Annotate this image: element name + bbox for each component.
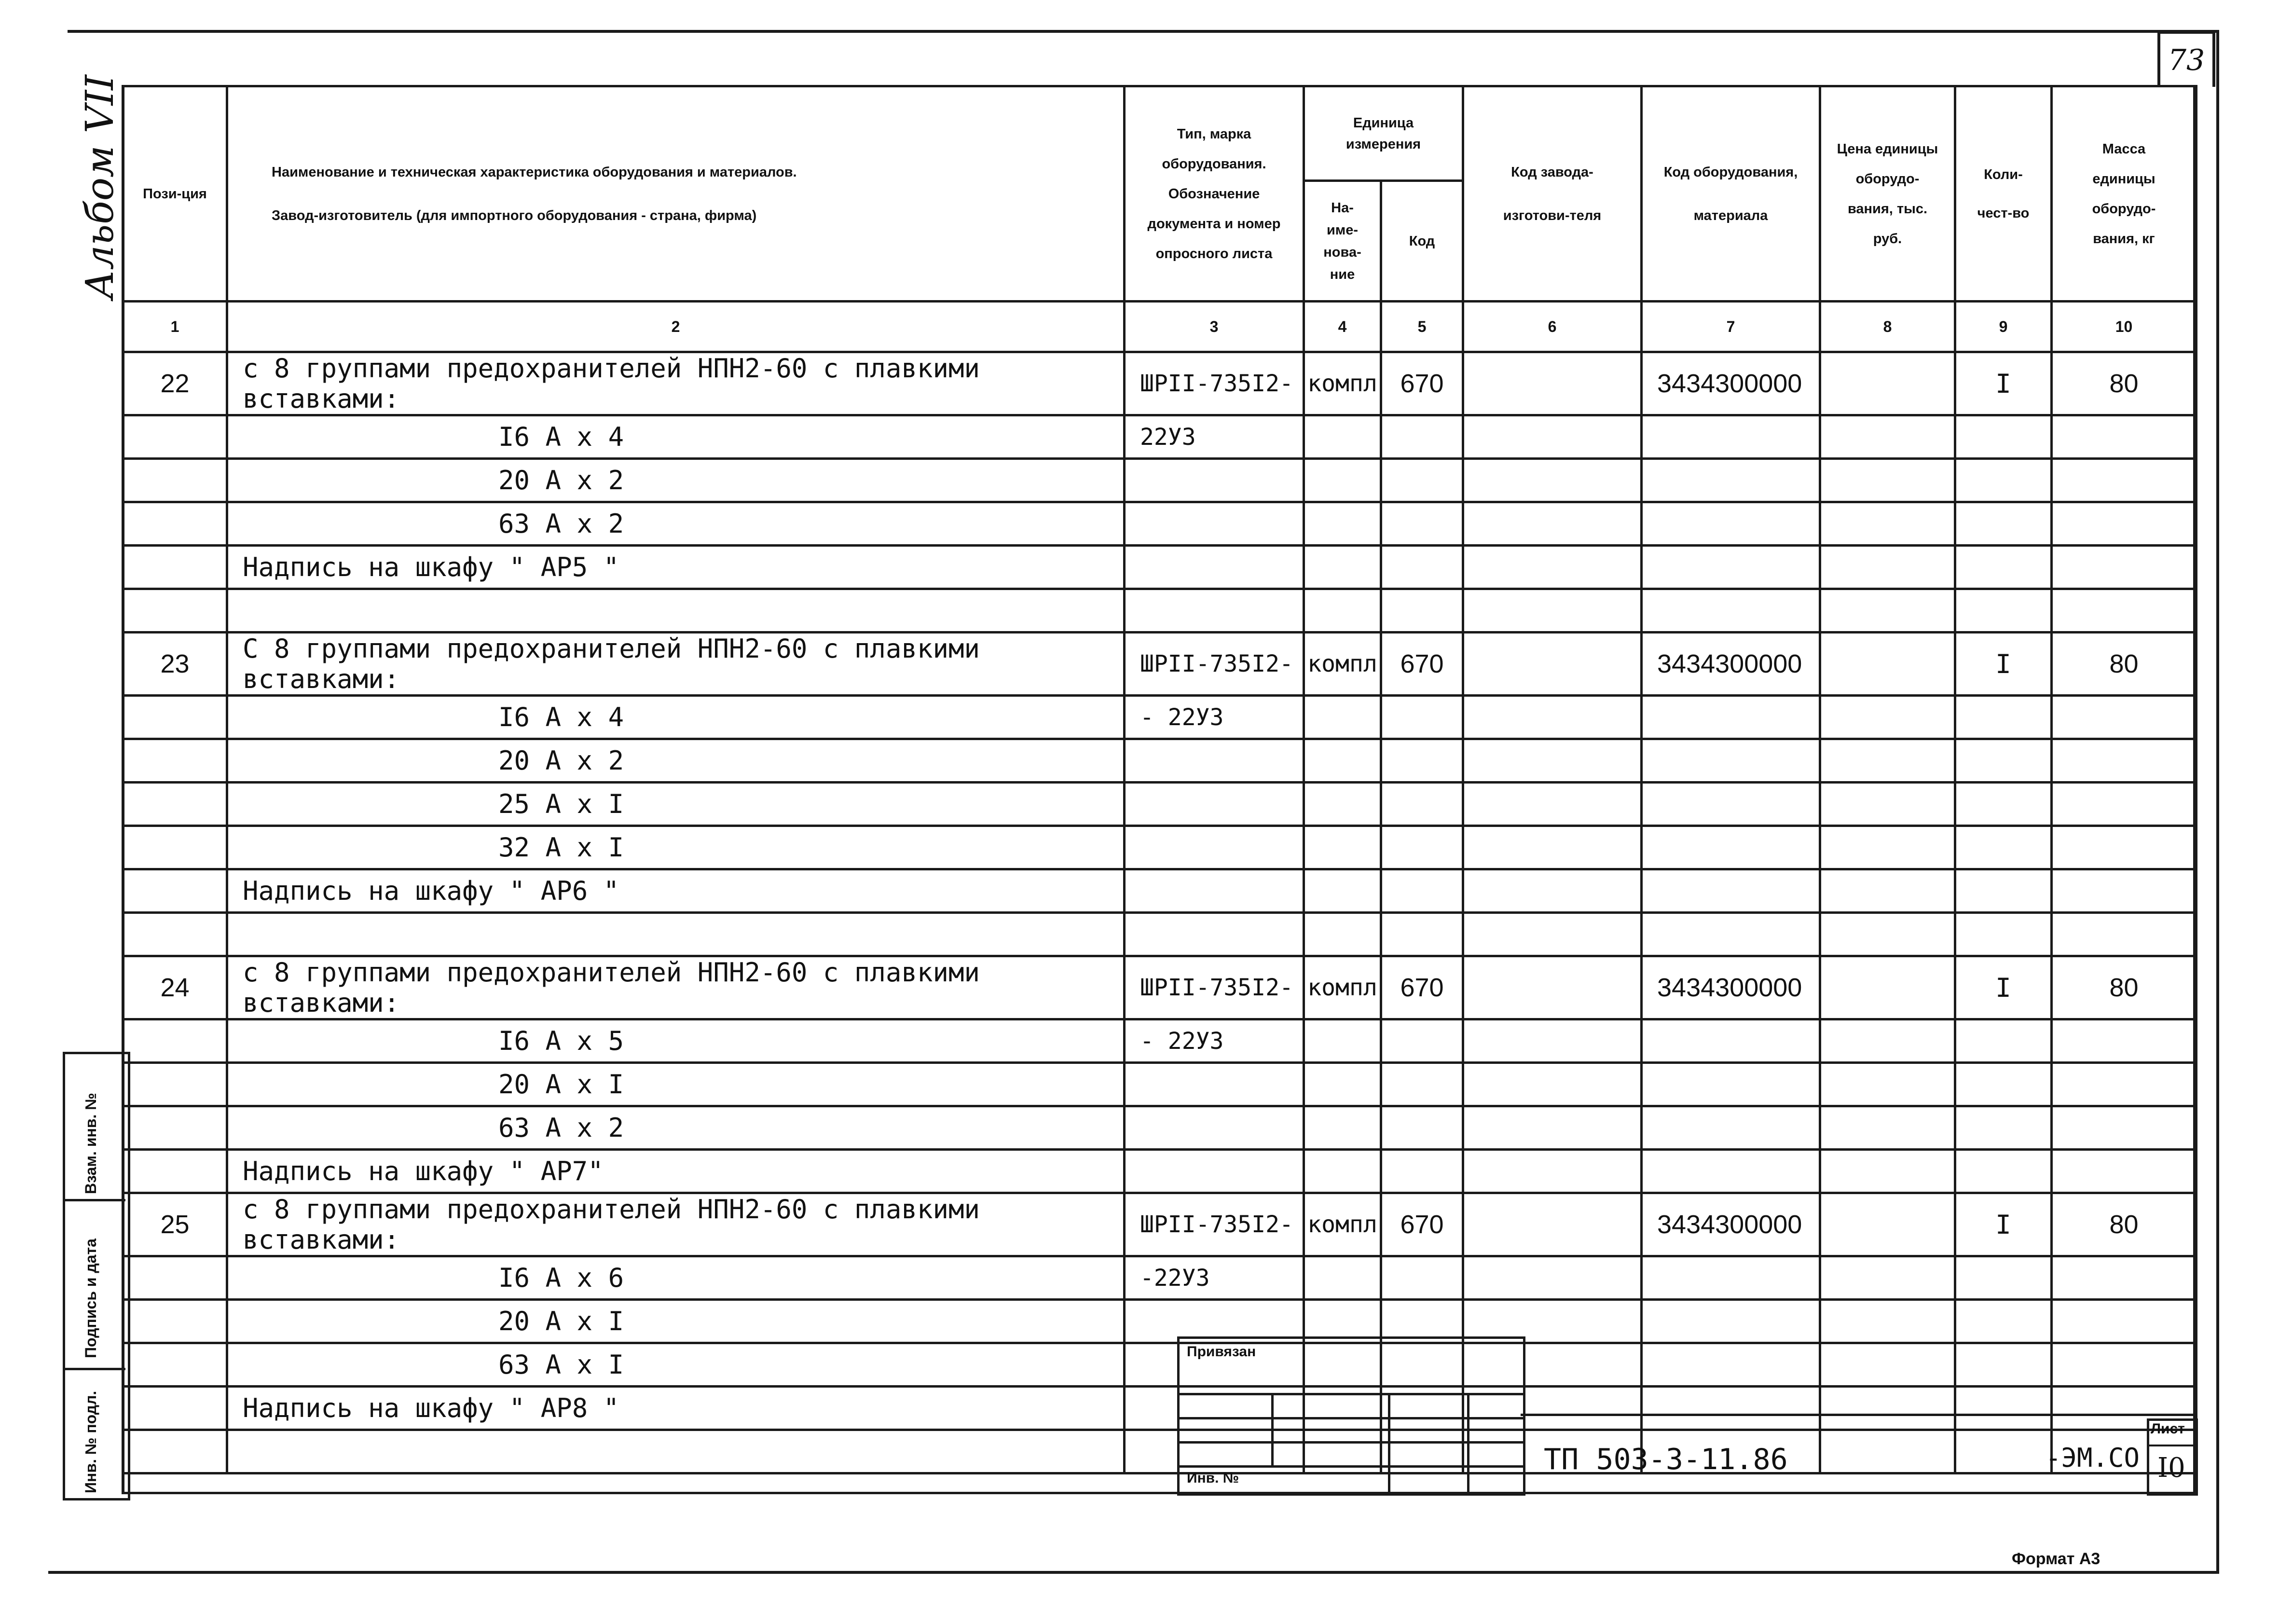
cell-unit-name: [1304, 1019, 1381, 1063]
cell-manufacturer-code: [1463, 696, 1642, 739]
colnum-4: 4: [1304, 302, 1381, 352]
cell-manufacturer-code: [1463, 869, 1642, 913]
cell-unit-code: [1381, 783, 1463, 826]
cell-manufacturer-code: [1463, 1150, 1642, 1193]
table-row: [123, 1387, 2197, 1430]
stamp-privyazan: Привязан: [1187, 1344, 1256, 1360]
cell-position: [123, 546, 227, 589]
cell-unit-code: [1381, 1256, 1463, 1300]
cell-unit-name: [1304, 1063, 1381, 1106]
header-manufacturer-code: Код завода-изготови-теля: [1463, 86, 1642, 302]
cell-quantity: [1955, 696, 2052, 739]
cell-unit-name: компл: [1304, 1193, 1381, 1256]
cell-unit-name: [1304, 869, 1381, 913]
cell-unit-name: [1304, 1106, 1381, 1150]
cell-unit-price: [1820, 1256, 1955, 1300]
colnum-5: 5: [1381, 302, 1463, 352]
format-label: Формат А3: [2012, 1550, 2101, 1568]
cell-description: 63 A x I: [227, 1343, 1125, 1387]
header-quantity: Коли-чест-во: [1955, 86, 2052, 302]
cell-unit-price: [1820, 415, 1955, 459]
table-row: [123, 1019, 2197, 1063]
cell-type: ШРII-735I2-: [1125, 352, 1304, 415]
cell-equipment-code: [1642, 783, 1820, 826]
cell-quantity: [1955, 459, 2052, 502]
cell-position: [123, 502, 227, 546]
header-unit-name: На-име-нова-ние: [1304, 181, 1381, 302]
cell-description: Надпись на шкафу " АР8 ": [227, 1387, 1125, 1430]
cell-mass: [2052, 589, 2197, 633]
cell-position: [123, 1063, 227, 1106]
cell-quantity: [1955, 739, 2052, 783]
cell-unit-code: [1381, 589, 1463, 633]
column-numbers-row: [123, 302, 2197, 352]
cell-manufacturer-code: [1463, 415, 1642, 459]
sheet-label: Лист: [2151, 1421, 2185, 1437]
cell-position: [123, 869, 227, 913]
colnum-8: 8: [1820, 302, 1955, 352]
cell-manufacturer-code: [1463, 1193, 1642, 1256]
cell-equipment-code: [1642, 1150, 1820, 1193]
cell-type: [1125, 1150, 1304, 1193]
cell-manufacturer-code: [1463, 546, 1642, 589]
cell-type: [1125, 1063, 1304, 1106]
cell-equipment-code: [1642, 589, 1820, 633]
sheet-box-divider: [2147, 1445, 2195, 1446]
cell-equipment-code: [1642, 739, 1820, 783]
cell-quantity: [1955, 783, 2052, 826]
cell-unit-price: [1820, 1150, 1955, 1193]
cell-mass: [2052, 1343, 2197, 1387]
table-row: [123, 826, 2197, 869]
cell-type: [1125, 913, 1304, 956]
cell-position: [123, 1106, 227, 1150]
cell-mass: 80: [2052, 352, 2197, 415]
cell-quantity: [1955, 546, 2052, 589]
cell-equipment-code: [1642, 913, 1820, 956]
cell-unit-code: [1381, 1106, 1463, 1150]
cell-unit-code: [1381, 502, 1463, 546]
cell-type: ШРII-735I2-: [1125, 1193, 1304, 1256]
cell-position: 24: [123, 956, 227, 1019]
cell-type: [1125, 1106, 1304, 1150]
cell-type: [1125, 826, 1304, 869]
cell-unit-code: [1381, 1150, 1463, 1193]
table-row: [123, 956, 2197, 1019]
cell-unit-name: [1304, 783, 1381, 826]
table-row: [123, 1300, 2197, 1343]
colnum-1: 1: [123, 302, 227, 352]
cell-unit-price: [1820, 1106, 1955, 1150]
cell-unit-code: 670: [1381, 956, 1463, 1019]
cell-manufacturer-code: [1463, 589, 1642, 633]
cell-mass: [2052, 1019, 2197, 1063]
cell-equipment-code: 3434300000: [1642, 352, 1820, 415]
cell-unit-price: [1820, 589, 1955, 633]
header-unit-price: Цена единицы оборудо-вания, тыс. руб.: [1820, 86, 1955, 302]
cell-quantity: [1955, 589, 2052, 633]
cell-manufacturer-code: [1463, 956, 1642, 1019]
cell-unit-code: 670: [1381, 633, 1463, 696]
cell-quantity: I: [1955, 1193, 2052, 1256]
table-row: [123, 696, 2197, 739]
cell-quantity: [1955, 1343, 2052, 1387]
cell-position: [123, 1019, 227, 1063]
cell-manufacturer-code: [1463, 783, 1642, 826]
cell-mass: 80: [2052, 956, 2197, 1019]
cell-description: I6 A x 5: [227, 1019, 1125, 1063]
cell-mass: [2052, 459, 2197, 502]
cell-type: [1125, 546, 1304, 589]
header-mass: Масса единицы оборудо-вания, кг: [2052, 86, 2197, 302]
cell-type: [1125, 783, 1304, 826]
cell-manufacturer-code: [1463, 352, 1642, 415]
colnum-10: 10: [2052, 302, 2197, 352]
cell-equipment-code: [1642, 826, 1820, 869]
cell-equipment-code: 3434300000: [1642, 633, 1820, 696]
cell-equipment-code: 3434300000: [1642, 1193, 1820, 1256]
cell-unit-price: [1820, 1343, 1955, 1387]
album-label: Альбом VII: [77, 75, 122, 299]
cell-unit-code: [1381, 459, 1463, 502]
table-row: [123, 459, 2197, 502]
cell-mass: [2052, 1063, 2197, 1106]
cell-unit-name: [1304, 696, 1381, 739]
cell-equipment-code: [1642, 502, 1820, 546]
table-row: [123, 1256, 2197, 1300]
cell-manufacturer-code: [1463, 502, 1642, 546]
cell-quantity: [1955, 913, 2052, 956]
table-row: [123, 1430, 2197, 1473]
table-row: [123, 1106, 2197, 1150]
cell-mass: [2052, 1150, 2197, 1193]
cell-quantity: [1955, 502, 2052, 546]
cell-mass: [2052, 546, 2197, 589]
cell-unit-code: 670: [1381, 352, 1463, 415]
table-row: [123, 502, 2197, 546]
cell-type: - 22У3: [1125, 1019, 1304, 1063]
cell-type: 22У3: [1125, 415, 1304, 459]
cell-equipment-code: [1642, 1019, 1820, 1063]
cell-manufacturer-code: [1463, 1106, 1642, 1150]
cell-position: [123, 826, 227, 869]
cell-equipment-code: [1642, 415, 1820, 459]
cell-position: [123, 739, 227, 783]
cell-quantity: [1955, 1430, 2052, 1473]
cell-description: I6 A x 4: [227, 415, 1125, 459]
cell-type: - 22У3: [1125, 696, 1304, 739]
cell-unit-code: [1381, 696, 1463, 739]
title-block-top: [1521, 1414, 2196, 1416]
cell-quantity: I: [1955, 956, 2052, 1019]
cell-equipment-code: [1642, 1300, 1820, 1343]
specification-table: [122, 85, 2197, 1474]
cell-mass: [2052, 1300, 2197, 1343]
cell-quantity: [1955, 1106, 2052, 1150]
cell-unit-code: [1381, 415, 1463, 459]
cell-quantity: I: [1955, 352, 2052, 415]
cell-mass: [2052, 502, 2197, 546]
cell-description: 20 A x 2: [227, 459, 1125, 502]
cell-description: 63 A x 2: [227, 1106, 1125, 1150]
left-side-strip: [63, 1052, 130, 1500]
cell-unit-price: [1820, 826, 1955, 869]
cell-type: [1125, 739, 1304, 783]
cell-description: I6 A x 6: [227, 1256, 1125, 1300]
cell-description: [227, 913, 1125, 956]
cell-description: 63 A x 2: [227, 502, 1125, 546]
colnum-7: 7: [1642, 302, 1820, 352]
cell-quantity: [1955, 1300, 2052, 1343]
cell-equipment-code: [1642, 1063, 1820, 1106]
cell-position: [123, 1343, 227, 1387]
cell-unit-name: компл: [1304, 956, 1381, 1019]
cell-unit-price: [1820, 1430, 1955, 1473]
header-description-line2: Завод-изготовитель (для импортного оборудования - страна, фирма): [272, 207, 757, 223]
cell-type: [1125, 869, 1304, 913]
cell-mass: [2052, 739, 2197, 783]
document-code: ТП 503-3-11.86: [1544, 1443, 1788, 1476]
page-number: 73: [2157, 31, 2215, 87]
table-row: [123, 739, 2197, 783]
cell-mass: [2052, 913, 2197, 956]
cell-equipment-code: [1642, 869, 1820, 913]
cell-unit-name: [1304, 415, 1381, 459]
table-row: [123, 1343, 2197, 1387]
header-unit-code: Код: [1381, 181, 1463, 302]
cell-type: -22У3: [1125, 1256, 1304, 1300]
cell-unit-code: [1381, 739, 1463, 783]
cell-equipment-code: [1642, 1343, 1820, 1387]
inner-frame-bottom: [122, 1492, 2196, 1494]
cell-unit-name: [1304, 502, 1381, 546]
stamp-inv-no: Инв. №: [1187, 1470, 1239, 1486]
cell-description: Надпись на шкафу " АР6 ": [227, 869, 1125, 913]
frame-top: [68, 30, 2219, 33]
cell-unit-price: [1820, 1387, 1955, 1430]
cell-position: [123, 1150, 227, 1193]
cell-description: I6 A x 4: [227, 696, 1125, 739]
colnum-9: 9: [1955, 302, 2052, 352]
cell-position: 22: [123, 352, 227, 415]
strip-label-vzam: Взам. инв. №: [82, 1093, 99, 1194]
cell-unit-name: [1304, 739, 1381, 783]
cell-unit-price: [1820, 913, 1955, 956]
cell-position: [123, 1430, 227, 1473]
header-type: Тип, марка оборудования. Обозначение документа и номер опросного листа: [1125, 86, 1304, 302]
cell-manufacturer-code: [1463, 913, 1642, 956]
cell-description: [227, 1430, 1125, 1473]
cell-type: [1125, 502, 1304, 546]
cell-description: 32 A x I: [227, 826, 1125, 869]
cell-unit-name: [1304, 913, 1381, 956]
cell-description: С 8 группами предохранителей НПН2-60 с плавкими вставками:: [227, 633, 1125, 696]
cell-description: 20 A x I: [227, 1063, 1125, 1106]
cell-position: [123, 415, 227, 459]
cell-unit-code: [1381, 826, 1463, 869]
cell-description: 25 A x I: [227, 783, 1125, 826]
cell-equipment-code: [1642, 459, 1820, 502]
cell-position: [123, 913, 227, 956]
cell-unit-name: [1304, 546, 1381, 589]
cell-unit-price: [1820, 739, 1955, 783]
cell-unit-code: [1381, 1019, 1463, 1063]
cell-unit-code: [1381, 546, 1463, 589]
cell-unit-price: [1820, 459, 1955, 502]
document-suffix: -ЭМ.СО: [2046, 1443, 2140, 1473]
cell-type: [1125, 589, 1304, 633]
cell-unit-name: компл: [1304, 352, 1381, 415]
header-position: Пози-ция: [123, 86, 227, 302]
cell-unit-price: [1820, 352, 1955, 415]
cell-position: 25: [123, 1193, 227, 1256]
cell-quantity: [1955, 1063, 2052, 1106]
cell-quantity: I: [1955, 633, 2052, 696]
cell-unit-price: [1820, 1063, 1955, 1106]
cell-manufacturer-code: [1463, 633, 1642, 696]
cell-unit-code: [1381, 913, 1463, 956]
table-row: [123, 546, 2197, 589]
header-description-line1: Наименование и техническая характеристика оборудования и материалов.: [272, 164, 797, 180]
table-row: [123, 783, 2197, 826]
cell-mass: [2052, 415, 2197, 459]
cell-quantity: [1955, 1150, 2052, 1193]
cell-position: [123, 589, 227, 633]
cell-description: с 8 группами предохранителей НПН2-60 с плавкими вставками:: [227, 1193, 1125, 1256]
cell-unit-price: [1820, 696, 1955, 739]
cell-unit-price: [1820, 783, 1955, 826]
cell-quantity: [1955, 1019, 2052, 1063]
cell-description: 20 A x 2: [227, 739, 1125, 783]
strip-label-inv: Инв. № подл.: [82, 1390, 99, 1493]
cell-position: [123, 459, 227, 502]
cell-manufacturer-code: [1463, 739, 1642, 783]
binding-stamp: [1177, 1336, 1525, 1496]
cell-equipment-code: 3434300000: [1642, 956, 1820, 1019]
table-row: [123, 869, 2197, 913]
cell-unit-code: [1381, 1063, 1463, 1106]
table-row: [123, 589, 2197, 633]
strip-label-podpis: Подпись и дата: [82, 1239, 99, 1358]
cell-quantity: [1955, 1256, 2052, 1300]
cell-unit-price: [1820, 546, 1955, 589]
cell-description: с 8 группами предохранителей НПН2-60 с плавкими вставками:: [227, 956, 1125, 1019]
cell-mass: [2052, 826, 2197, 869]
cell-unit-price: [1820, 869, 1955, 913]
table-row: [123, 1193, 2197, 1256]
cell-type: ШРII-735I2-: [1125, 633, 1304, 696]
table-row: [123, 1063, 2197, 1106]
cell-description: Надпись на шкафу " АР7": [227, 1150, 1125, 1193]
cell-description: с 8 группами предохранителей НПН2-60 с плавкими вставками:: [227, 352, 1125, 415]
table-row: [123, 633, 2197, 696]
cell-unit-price: [1820, 956, 1955, 1019]
cell-manufacturer-code: [1463, 826, 1642, 869]
cell-description: [227, 589, 1125, 633]
table-row: [123, 913, 2197, 956]
table-row: [123, 1150, 2197, 1193]
cell-type: ШРII-735I2-: [1125, 956, 1304, 1019]
cell-position: [123, 696, 227, 739]
cell-quantity: [1955, 869, 2052, 913]
cell-manufacturer-code: [1463, 1256, 1642, 1300]
cell-quantity: [1955, 826, 2052, 869]
cell-equipment-code: [1642, 1387, 1820, 1430]
cell-manufacturer-code: [1463, 1063, 1642, 1106]
frame-right: [2216, 30, 2219, 1574]
table-body: [123, 352, 2197, 1473]
cell-unit-name: [1304, 826, 1381, 869]
table-row: [123, 352, 2197, 415]
cell-unit-price: [1820, 1300, 1955, 1343]
colnum-3: 3: [1125, 302, 1304, 352]
header-description: [227, 86, 1125, 302]
cell-equipment-code: [1642, 1106, 1820, 1150]
cell-equipment-code: [1642, 696, 1820, 739]
table-row: [123, 415, 2197, 459]
cell-type: [1125, 459, 1304, 502]
cell-unit-name: [1304, 459, 1381, 502]
cell-unit-code: 670: [1381, 1193, 1463, 1256]
cell-unit-name: компл: [1304, 633, 1381, 696]
colnum-6: 6: [1463, 302, 1642, 352]
cell-description: 20 A x I: [227, 1300, 1125, 1343]
cell-position: [123, 1387, 227, 1430]
cell-unit-price: [1820, 1193, 1955, 1256]
cell-equipment-code: [1642, 1256, 1820, 1300]
colnum-2: 2: [227, 302, 1125, 352]
cell-unit-name: [1304, 1256, 1381, 1300]
cell-mass: [2052, 869, 2197, 913]
sheet-number: I0: [2157, 1452, 2185, 1484]
cell-position: [123, 783, 227, 826]
cell-mass: [2052, 783, 2197, 826]
cell-quantity: [1955, 1387, 2052, 1430]
cell-quantity: [1955, 415, 2052, 459]
cell-description: Надпись на шкафу " АР5 ": [227, 546, 1125, 589]
cell-unit-name: [1304, 1150, 1381, 1193]
cell-unit-price: [1820, 633, 1955, 696]
cell-manufacturer-code: [1463, 1019, 1642, 1063]
cell-equipment-code: [1642, 546, 1820, 589]
cell-unit-name: [1304, 589, 1381, 633]
cell-position: [123, 1256, 227, 1300]
cell-mass: [2052, 1256, 2197, 1300]
header-unit: Единица измерения: [1304, 86, 1463, 181]
cell-mass: 80: [2052, 1193, 2197, 1256]
cell-mass: [2052, 1106, 2197, 1150]
cell-mass: [2052, 696, 2197, 739]
cell-unit-price: [1820, 502, 1955, 546]
header-equipment-code: Код оборудования, материала: [1642, 86, 1820, 302]
frame-bottom: [48, 1571, 2219, 1574]
cell-unit-code: [1381, 869, 1463, 913]
cell-position: [123, 1300, 227, 1343]
cell-position: 23: [123, 633, 227, 696]
cell-manufacturer-code: [1463, 459, 1642, 502]
header-row: [123, 86, 2197, 181]
cell-mass: 80: [2052, 633, 2197, 696]
cell-unit-price: [1820, 1019, 1955, 1063]
